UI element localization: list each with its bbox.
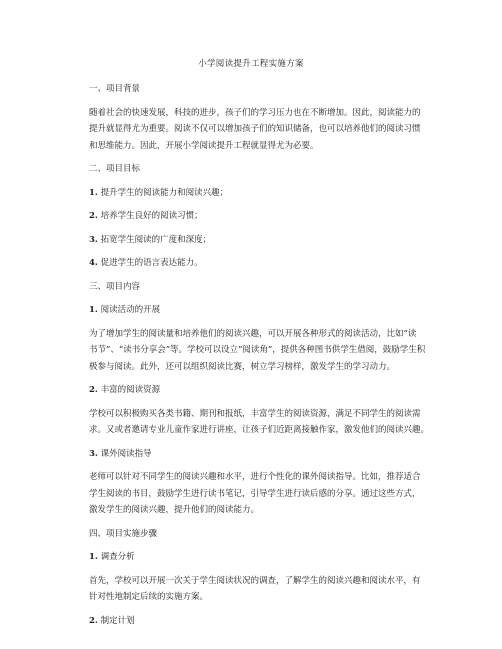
list-item-number: 2.	[89, 211, 98, 221]
paragraph-line: 和思维能力。因此，开展小学阅读提升工程就显得尤为必要。	[89, 140, 319, 151]
list-item-step-2	[89, 613, 434, 630]
paragraph-line: 老师可以针对不同学生的阅读兴趣和水平，进行个性化的课外阅读指导。比如，推荐适合	[89, 472, 421, 482]
paragraph-line: 首先，学校可以开展一次关于学生阅读状况的调查，了解学生的阅读兴趣和阅读水平，有	[89, 575, 421, 586]
paragraph-line: 为了增加学生的阅读量和培养他们的阅读兴趣，可以开展各种形式的阅读活动，比如“读	[89, 328, 417, 339]
paragraph-resources	[89, 406, 434, 439]
list-item-number: 1.	[89, 305, 98, 315]
section-heading-content: 三、项目内容	[89, 281, 141, 292]
list-item-text: 阅读活动的开展	[100, 305, 161, 315]
list-item-text: 培养学生良好的阅读习惯；	[100, 211, 203, 221]
list-item-text: 课外阅读指导	[100, 448, 152, 459]
section-heading-goals: 二、项目目标	[89, 164, 141, 174]
paragraph-guidance	[89, 469, 434, 519]
paragraph-line: 随着社会的快速发展，科技的进步，孩子们的学习压力也在不断增加。因此，阅读能力的	[89, 107, 421, 118]
paragraph-line: 学校可以积极购买各类书籍、期刊和报纸，丰富学生的阅读资源，满足不同学生的阅读需	[89, 408, 421, 419]
list-item-content-3	[89, 446, 434, 463]
paragraph-line: 书节”、“读书分享会”等。学校可以设立“阅读角”，提供各种图书供学生借阅，鼓励学生积	[89, 345, 426, 355]
list-item-text: 拓宽学生阅读的广度和深度；	[100, 234, 212, 245]
list-item-content-2	[89, 382, 434, 399]
list-item-text: 提升学生的阅读能力和阅读兴趣；	[100, 187, 229, 198]
paragraph-background	[89, 105, 434, 155]
list-item-number: 3.	[89, 234, 98, 245]
paragraph-line: 学生阅读的书目，鼓励学生进行读书笔记，引导学生进行读后感的分享。通过这些方式，	[89, 488, 421, 499]
list-item-number: 2.	[89, 385, 98, 395]
list-item-text: 促进学生的语言表达能力。	[100, 258, 203, 268]
section-heading-background: 一、项目背景	[89, 84, 141, 94]
list-item-number: 4.	[89, 258, 98, 268]
paragraph-line: 极参与阅读。此外，还可以组织阅读比赛，树立学习榜样，激发学生的学习动力。	[89, 361, 396, 372]
list-item-number: 2.	[89, 615, 98, 626]
list-item-number: 1.	[89, 552, 98, 562]
list-item-content-1	[89, 302, 434, 319]
list-item-text: 制定计划	[100, 615, 135, 626]
paragraph-line: 针对性地制定后续的实施方案。	[89, 592, 209, 602]
paragraph-line: 激发学生的阅读兴趣，提升他们的阅读能力。	[89, 505, 260, 515]
list-item-text: 调查分析	[100, 552, 135, 562]
paragraph-line: 提升就显得尤为重要。阅读不仅可以增加孩子们的知识储备，也可以培养他们的阅读习惯	[89, 124, 421, 134]
section-heading-steps: 四、项目实施步骤	[89, 528, 158, 539]
list-item-goal-4	[89, 255, 434, 272]
list-item-step-1	[89, 549, 434, 566]
document-body	[89, 81, 434, 636]
paragraph-survey	[89, 573, 434, 606]
list-item-text: 丰富的阅读资源	[100, 385, 161, 395]
document-title: 小学阅读提升工程实施方案	[198, 59, 304, 69]
list-item-number: 1.	[89, 187, 98, 198]
list-item-goal-2	[89, 208, 434, 225]
list-item-goal-3	[89, 232, 434, 249]
paragraph-activities	[89, 326, 434, 376]
paragraph-line: 求。又或者邀请专业儿童作家进行讲座，让孩子们近距离接触作家，激发他们的阅读兴趣。	[89, 425, 430, 435]
list-item-number: 3.	[89, 448, 98, 459]
list-item-goal-1	[89, 185, 434, 202]
